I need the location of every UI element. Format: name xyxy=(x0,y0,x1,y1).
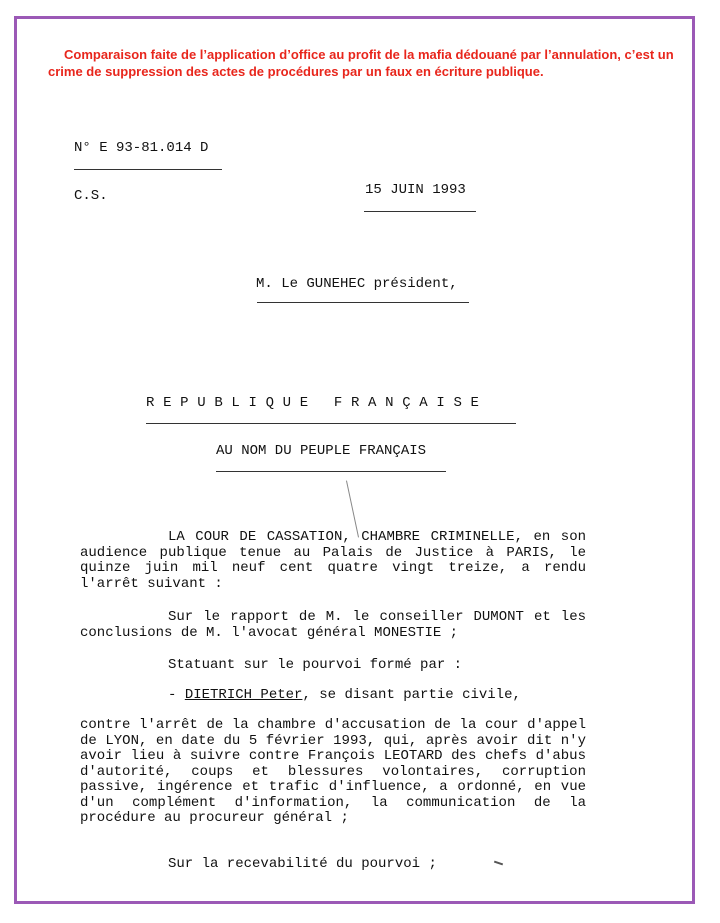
decision-date: 15 JUIN 1993 xyxy=(365,182,466,198)
party-name: DIETRICH Peter xyxy=(184,687,303,703)
case-number: N° E 93-81.014 D xyxy=(74,140,209,156)
rapport-paragraph: Sur le rapport de M. le conseiller DUMONT et les conclusions de M. l'avocat général MONESTIE ; xyxy=(80,609,586,641)
case-number-rule xyxy=(74,169,222,170)
pourvoi-intro: Statuant sur le pourvoi formé par : xyxy=(168,657,463,673)
opening-paragraph: LA COUR DE CASSATION, CHAMBRE CRIMINELLE, en son audience publique tenue au Palais de Justice à PARIS, le quinze juin mil neuf cent quatre vingt treize, a rendu l'arrêt suivant : xyxy=(80,529,586,592)
recevabilite-line: Sur la recevabilité du pourvoi ; xyxy=(168,856,437,872)
section-code: C.S. xyxy=(74,188,108,204)
president: M. Le GUNEHEC président, xyxy=(256,276,458,292)
president-rule xyxy=(257,302,469,303)
republic-heading: REPUBLIQUE FRANÇAISE xyxy=(146,395,488,411)
party-description: , se disant partie civile, xyxy=(302,687,521,703)
arret-paragraph: contre l'arrêt de la chambre d'accusation de la cour d'appel de LYON, en date du 5 février 1993, qui, après avoir dit n'y avoir lieu à suivre contre François LEOTARD des chefs d'abus d'autorité, coups et blessures volontaires, corruption passive, ingérence et trafic d'influence, a ordonné, en vue d'un complément d'information, la communication de la procédure au procureur général ; xyxy=(80,717,586,826)
republic-rule xyxy=(146,423,516,424)
nation-heading: AU NOM DU PEUPLE FRANÇAIS xyxy=(216,443,427,459)
party-dash: - xyxy=(168,687,185,703)
party-line xyxy=(168,687,521,703)
nation-rule xyxy=(216,471,446,472)
date-rule xyxy=(364,211,476,212)
header-note: Comparaison faite de l’application d’office au profit de la mafia dédouané par l’annulation, c’est un crime de suppression des actes de procédures par un faux en écriture publique. xyxy=(48,47,674,79)
